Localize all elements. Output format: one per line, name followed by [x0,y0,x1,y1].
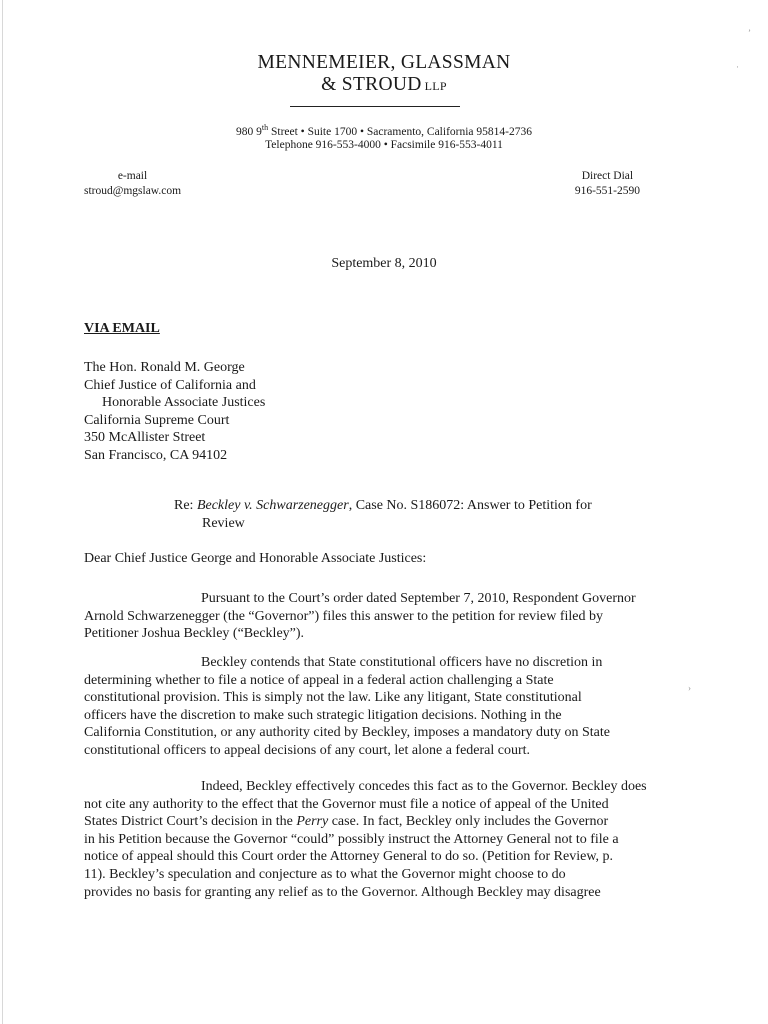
addressee-line: Chief Justice of California and [84,377,256,393]
firm-address [0,123,768,138]
perry-case-name: Perry [296,814,329,830]
addressee-line: Honorable Associate Justices [102,395,266,410]
paragraph-1 [84,590,704,643]
paragraph-line: Indeed, Beckley effectively concedes this fact as to the Governor. Beckley does [201,779,647,794]
paragraph-line: determining whether to file a notice of appeal in a federal action challenging a State [84,672,554,688]
email-label: e-mail [117,170,148,182]
firm-phone: Telephone 916-553-4000 • Facsimile 916-553-4011 [265,139,503,151]
email-address: stroud@mgslaw.com [84,185,182,197]
direct-dial-label: Direct Dial [581,170,634,182]
email-block [84,169,181,199]
paragraph-3 [84,778,704,901]
paragraph-line: notice of appeal should this Court order the Attorney General to do so. (Petition for Review, p. [84,849,614,865]
paragraph-line: Arnold Schwarzenegger (the “Governor”) files this answer to the petition for review filed by [84,608,603,624]
firm-name-line2 [0,74,768,96]
firm-name-line1: MENNEMEIER, GLASSMAN [257,52,511,73]
paragraph-line: Pursuant to the Court’s order dated September 7, 2010, Respondent Governor [201,591,636,606]
address-rest: Street • Suite 1700 • Sacramento, California 95814-2736 [268,125,532,138]
re-continuation: Review [202,515,245,531]
paragraph-line: not cite any authority to the effect that the Governor must file a notice of appeal of the United [84,796,609,812]
address-sup: th [261,123,269,132]
firm-suffix: LLP [424,79,447,93]
re-line [174,497,654,532]
letter-date: September 8, 2010 [331,256,437,271]
paragraph-line: constitutional officers to appeal decisions of any court, let alone a federal court. [84,742,531,758]
paragraph-2 [84,654,704,760]
salutation: Dear Chief Justice George and Honorable Associate Justices: [84,551,427,566]
addressee-line: 350 McAllister Street [84,430,206,445]
paragraph-text: case. In fact, Beckley only includes the Governor [328,814,609,830]
paragraph-line: provides no basis for granting any relief as to the Governor. Although Beckley may disagree [84,884,601,900]
delivery-method: VIA EMAIL [84,321,160,336]
scan-speck: › [688,683,691,693]
re-case-name: Beckley v. Schwarzenegger [196,498,349,513]
paragraph-line: constitutional provision. This is simply not the law. Like any litigant, State constitutional [84,690,582,706]
addressee-line: San Francisco, CA 94102 [84,447,228,463]
addressee-line: California Supreme Court [84,412,230,428]
paragraph-line: in his Petition because the Governor “could” possibly instruct the Attorney General not to file a [84,831,619,847]
paragraph-line: Petitioner Joshua Beckley (“Beckley”). [84,626,305,642]
paragraph-line: 11). Beckley’s speculation and conjecture as to what the Governor might choose to do [84,866,566,882]
firm-name-stroud: & STROUD [321,74,422,95]
paragraph-line: California Constitution, or any authority cited by Beckley, imposes a mandatory duty on State [84,725,610,741]
re-case-details: , Case No. S186072: Answer to Petition for [348,498,592,513]
re-prefix: Re: [174,498,194,513]
addressee-line: The Hon. Ronald M. George [84,360,245,375]
scan-speck: · [736,62,739,72]
paragraph-line: Beckley contends that State constitutional officers have no discretion in [201,655,603,670]
scan-speck: ’ [748,28,751,38]
paragraph-text: States District Court’s decision in the [84,814,297,830]
addressee-block [84,359,265,464]
scan-edge [2,0,3,1024]
paragraph-line: officers have the discretion to make such strategic litigation decisions. Nothing in the [84,707,562,723]
letterhead-rule [290,106,460,107]
direct-dial-block [575,169,640,199]
address-street: 980 9 [236,125,262,138]
paragraph-line [84,813,704,831]
direct-dial-number: 916-551-2590 [574,185,640,197]
